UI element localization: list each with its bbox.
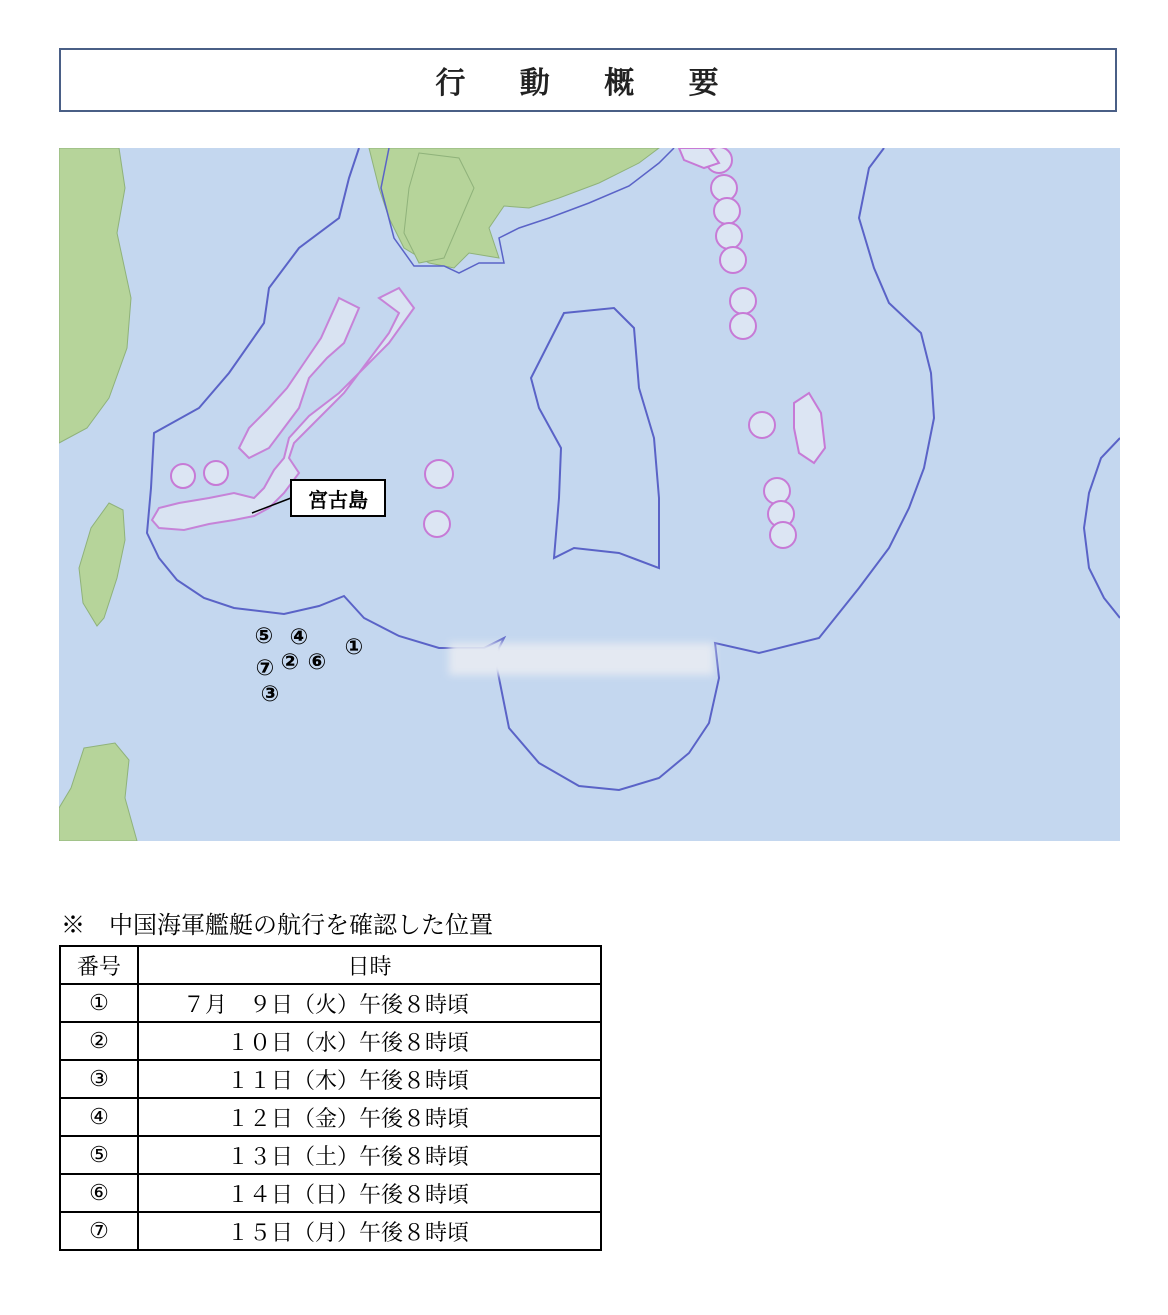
marker-5: ⑤ <box>254 624 274 649</box>
row-datetime: １３日（土）午後８時頃 <box>138 1136 601 1174</box>
miyako-label: 宮古島 <box>308 488 368 512</box>
marker-3: ③ <box>260 682 280 707</box>
table-row <box>60 1022 601 1060</box>
note-text: ※ 中国海軍艦艇の航行を確認した位置 <box>61 911 493 939</box>
table-row <box>60 1174 601 1212</box>
header-number: 番号 <box>60 946 138 984</box>
row-datetime: １１日（木）午後８時頃 <box>138 1060 601 1098</box>
marker-6: ⑥ <box>307 650 327 675</box>
marker-4: ④ <box>289 625 309 650</box>
row-number: ① <box>60 984 138 1022</box>
blurred-label <box>449 643 714 675</box>
marker-7: ⑦ <box>255 656 275 681</box>
table-row <box>60 1136 601 1174</box>
sighting-table <box>59 945 602 1251</box>
header-datetime: 日時 <box>138 946 601 984</box>
map <box>59 148 1120 841</box>
marker-2: ② <box>280 650 300 675</box>
table-header-row <box>60 946 601 984</box>
page-title: 行 動 概 要 <box>59 48 1117 112</box>
row-datetime: ７月 ９日（火）午後８時頃 <box>138 984 601 1022</box>
row-datetime: １２日（金）午後８時頃 <box>138 1098 601 1136</box>
row-number: ⑦ <box>60 1212 138 1250</box>
row-datetime: １５日（月）午後８時頃 <box>138 1212 601 1250</box>
row-number: ③ <box>60 1060 138 1098</box>
row-datetime: １４日（日）午後８時頃 <box>138 1174 601 1212</box>
table-row <box>60 1060 601 1098</box>
row-datetime: １０日（水）午後８時頃 <box>138 1022 601 1060</box>
row-number: ④ <box>60 1098 138 1136</box>
table-row <box>60 984 601 1022</box>
table-row <box>60 1098 601 1136</box>
marker-1: ① <box>344 635 364 660</box>
table-row <box>60 1212 601 1250</box>
row-number: ⑤ <box>60 1136 138 1174</box>
row-number: ⑥ <box>60 1174 138 1212</box>
row-number: ② <box>60 1022 138 1060</box>
sea <box>59 148 1120 841</box>
